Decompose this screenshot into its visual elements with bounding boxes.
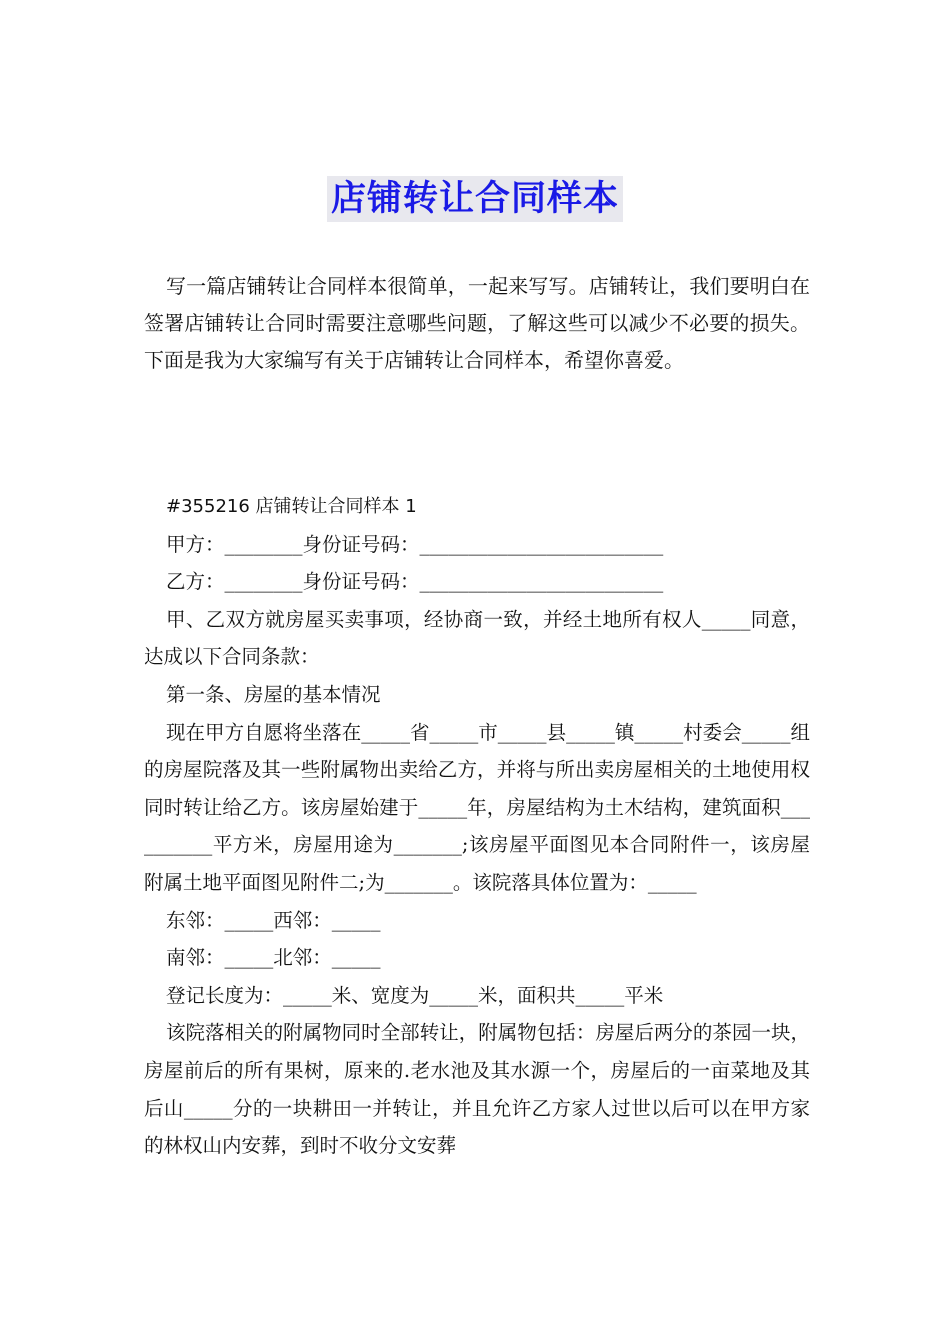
article-one-heading: 第一条、房屋的基本情况	[166, 682, 381, 706]
party-a-line: 甲方：________身份证号码：_________________________	[166, 532, 664, 556]
property-description-paragraph: 现在甲方自愿将坐落在_____省_____市_____县_____镇_____村委会_____组的房屋院落及其一些附属物出卖给乙方，并将与所出卖房屋相关的土地使用权同时转让给乙方。该房屋始建于_____年，房屋结构为土木结构，建筑面积__________平方米，房屋用途为_______;该房屋平面图见本合同附件一，该房屋附属土地平面图见附件二;为_______。该院落具体位置为：_____	[144, 720, 810, 894]
section-heading: #355216 店铺转让合同样本 1	[166, 496, 417, 517]
dimensions-line: 登记长度为：_____米、宽度为_____米，面积共_____平米	[166, 983, 664, 1007]
agreement-paragraph: 甲、乙双方就房屋买卖事项，经协商一致，并经土地所有权人_____同意，达成以下合同条款：	[144, 607, 810, 669]
party-b-line: 乙方：________身份证号码：_________________________	[166, 570, 664, 594]
appurtenances-paragraph: 该院落相关的附属物同时全部转让，附属物包括：房屋后两分的茶园一块，房屋前后的所有果树，原来的.老水池及其水源一个，房屋后的一亩菜地及其后山_____分的一块耕田一并转让，并且允许乙方家人过世以后可以在甲方家的林权山内安葬，到时不收分文安葬	[144, 1021, 810, 1158]
document-title: 店铺转让合同样本	[327, 176, 623, 222]
intro-paragraph: 写一篇店铺转让合同样本很简单，一起来写写。店铺转让，我们要明白在签署店铺转让合同时需要注意哪些问题，了解这些可以减少不必要的损失。下面是我为大家编写有关于店铺转让合同样本，希望你喜爱。	[144, 274, 810, 372]
title-container	[0, 176, 950, 222]
east-west-neighbors-line: 东邻：_____西邻：_____	[166, 908, 381, 932]
contract-body	[144, 488, 810, 1165]
south-north-neighbors-line: 南邻：_____北邻：_____	[166, 946, 381, 970]
